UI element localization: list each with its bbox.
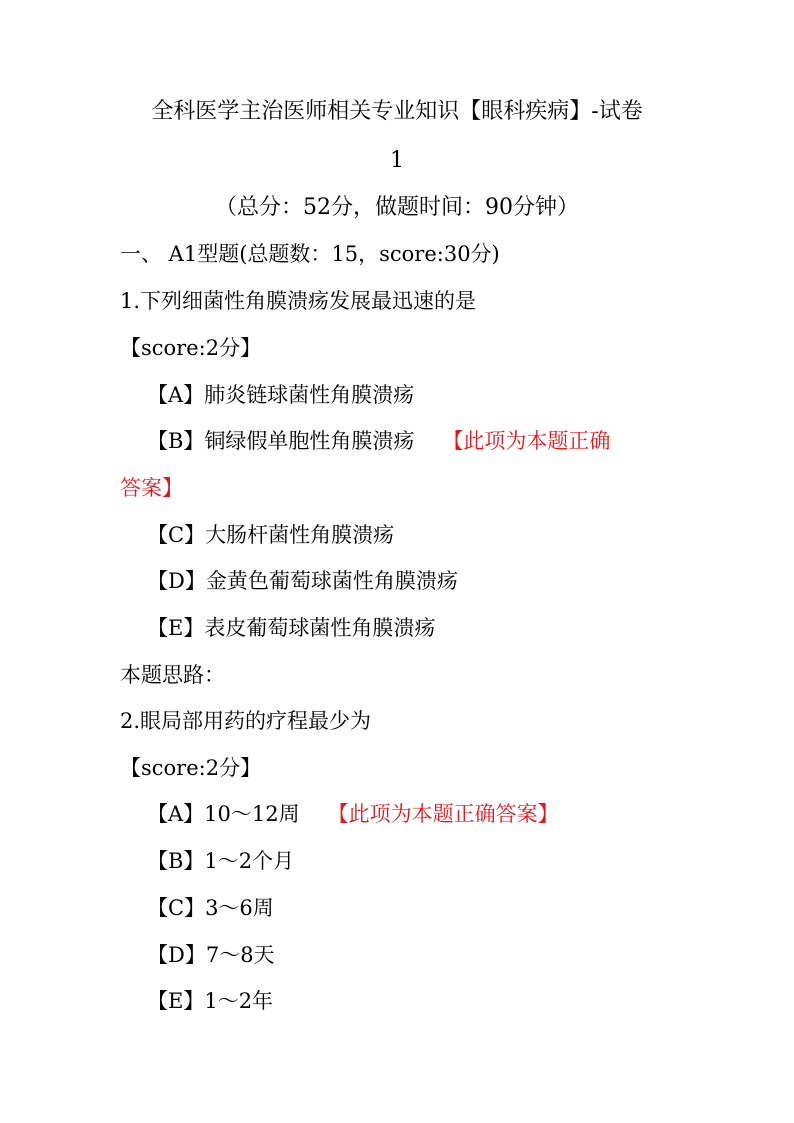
question-2-stem: 2.眼局部用药的疗程最少为: [120, 709, 372, 733]
question-2-option-b: 【B】1～2个月: [147, 849, 295, 873]
question-2-option-a-row: [147, 799, 559, 829]
question-1-option-b: 【B】铜绿假单胞性角膜溃疡: [147, 429, 415, 453]
document-title-line2: 1: [390, 148, 404, 173]
question-1-analysis: 本题思路：: [120, 663, 225, 687]
question-2-option-c: 【C】3～6周: [147, 896, 274, 920]
question-1-stem: 1.下列细菌性角膜溃疡发展最迅速的是: [120, 289, 477, 313]
document-title-line1: 全科医学主治医师相关专业知识【眼科疾病】-试卷: [151, 99, 643, 124]
section-heading: 一、 A1型题(总题数：15，score:30分): [120, 242, 500, 266]
correct-answer-mark: 【此项为本题正确答案】: [327, 802, 559, 826]
question-1-option-a: 【A】肺炎链球菌性角膜溃疡: [147, 383, 415, 407]
question-1-option-d: 【D】金黄色葡萄球菌性角膜溃疡: [147, 569, 458, 593]
question-2-option-a: 【A】10～12周: [147, 802, 300, 826]
correct-answer-mark-continued: 答案】: [120, 476, 183, 500]
question-1-option-e: 【E】表皮葡萄球菌性角膜溃疡: [147, 616, 436, 640]
question-1-option-b-row: [147, 426, 610, 456]
question-2-option-e: 【E】1～2年: [147, 989, 274, 1013]
correct-answer-mark: 【此项为本题正确: [442, 429, 611, 453]
question-1-option-c: 【C】大肠杆菌性角膜溃疡: [147, 523, 395, 547]
question-1-score: 【score:2分】: [120, 336, 262, 360]
exam-summary: （总分：52分，做题时间：90分钟）: [215, 195, 579, 220]
question-2-option-d: 【D】7～8天: [147, 943, 275, 967]
question-2-score: 【score:2分】: [120, 756, 262, 780]
